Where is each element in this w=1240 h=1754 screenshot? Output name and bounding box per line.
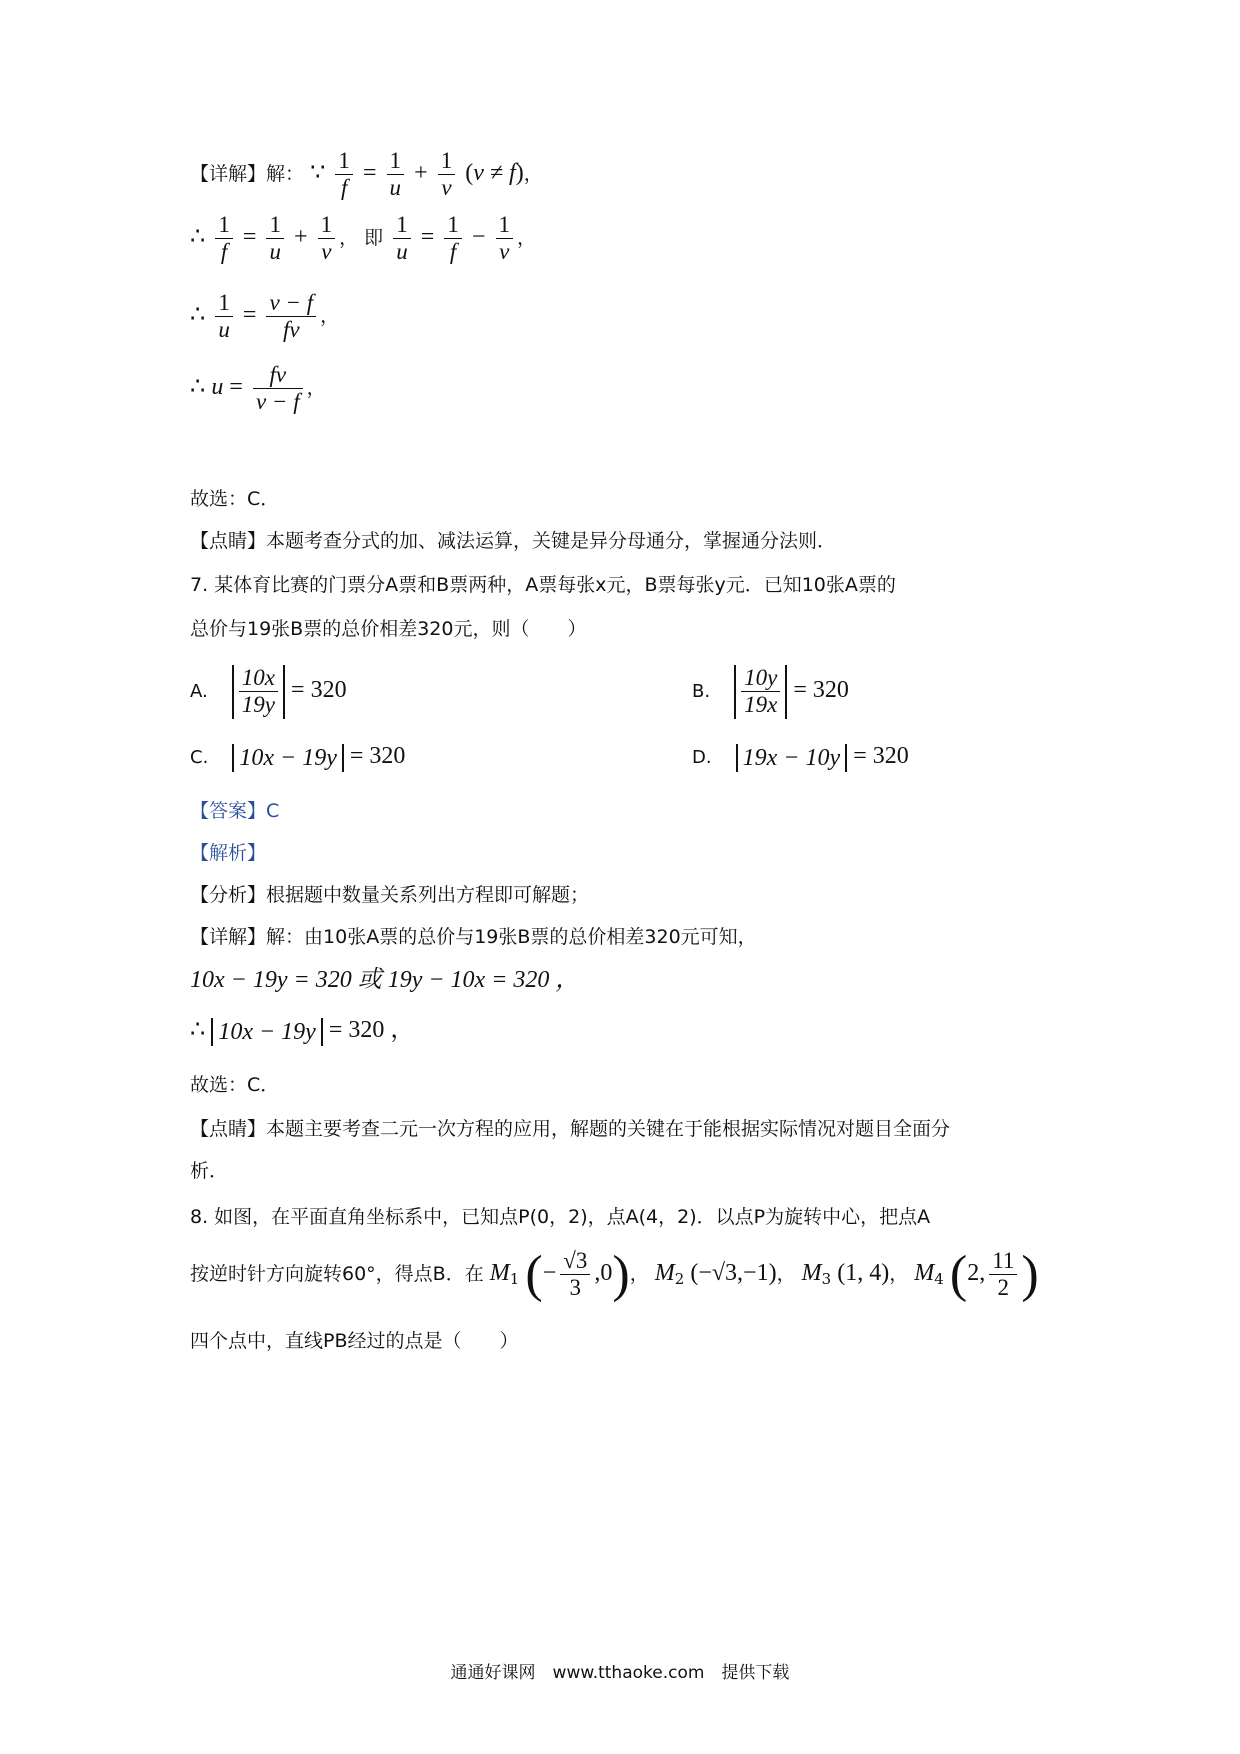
q7-equation-line: 10x − 19y = 320 或 19y − 10x = 320 ， — [190, 967, 580, 993]
fraction: $\frac{1}{f}$ — [444, 212, 462, 266]
fraction: $\frac{1}{f}$ — [335, 148, 353, 202]
fraction: $\frac{√3}{3}$ — [560, 1248, 590, 1302]
s6-therefore-line-3: ∴ u = $\frac{fv}{v - f}$ ， — [190, 362, 326, 415]
fraction: $\frac{v - f}{fv}$ — [266, 290, 316, 344]
q7-option-a[interactable]: A. $\frac{10x}{19y}$ = 320 — [190, 665, 347, 718]
fraction: $\frac{1}{v}$ — [438, 148, 456, 202]
q7-option-d[interactable]: D. 19x − 10y = 320 — [692, 743, 909, 771]
answer-value: C — [266, 800, 280, 822]
fraction: $\frac{1}{u}$ — [387, 148, 405, 202]
abs-value: 10x − 19y — [232, 744, 344, 773]
fraction: $\frac{1}{v}$ — [318, 212, 336, 266]
abs-value: $\frac{10y}{19x}$ — [734, 665, 787, 719]
comment-tag: 【点睛】 — [190, 530, 267, 552]
abs-value: 19x − 10y — [736, 744, 848, 773]
q7-answer — [190, 800, 279, 823]
q7-comment: 【点睛】本题主要考查二元一次方程的应用，解题的关键在于能根据实际情况对题目全面分 — [190, 1118, 951, 1140]
fraction: $\frac{1}{f}$ — [215, 212, 233, 266]
q7-comment-cont: 析． — [190, 1160, 229, 1182]
q7-abs-line: ∴ 10x − 19y = 320 ， — [190, 1017, 415, 1045]
s6-comment: 【点睛】本题考查分式的加、减法运算，关键是异分母通分，掌握通分法则． — [190, 530, 837, 552]
detail-tag: 【详解】 — [190, 162, 267, 185]
point-m3: (1, 4) — [837, 1259, 890, 1286]
s6-detail-line: 【详解】解： ∵ $\frac{1}{f}$ = $\frac{1}{u}$ + $\frac{1}{v}$ (v ≠ f)， — [190, 148, 543, 201]
s6-therefore-line-2: ∴ $\frac{1}{u}$ = $\frac{v - f}{fv}$ ， — [190, 290, 340, 343]
q8-stem-line-2: 按逆时针方向旋转60°，得点B．在 $M_1$ (− $\frac{√3}{3}$ ,0)， $M_2$ (−√3,−1)， $M_3$ (1, 4)， $M_4$ (2, $\frac{11}{2}$ ) — [190, 1245, 1039, 1303]
q7-analysis-tag: 【解析】 — [190, 842, 267, 864]
q7-stem-line-1: 7. 某体育比赛的门票分A票和B票两种，A票每张x元，B票每张y元．已知10张A票的 — [190, 574, 896, 596]
s6-choose: 故选：C． — [190, 488, 280, 510]
q7-detail: 【详解】解：由10张A票的总价与19张B票的总价相差320元可知， — [190, 926, 757, 948]
q7-choose: 故选：C． — [190, 1074, 280, 1096]
fraction: $\frac{1}{v}$ — [496, 212, 514, 266]
page-footer: 通通好课网 www.tthaoke.com 提供下载 — [450, 1663, 790, 1683]
fraction: $\frac{1}{u}$ — [393, 212, 411, 266]
q7-option-b[interactable]: B. $\frac{10y}{19x}$ = 320 — [692, 665, 849, 718]
abs-value: 10x − 19y — [211, 1018, 323, 1047]
abs-value: $\frac{10x}{19y}$ — [232, 665, 285, 719]
fraction: $\frac{1}{u}$ — [215, 290, 233, 344]
fraction: $\frac{11}{2}$ — [989, 1248, 1017, 1302]
fraction: $\frac{1}{u}$ — [266, 212, 284, 266]
point-m2: (−√3,−1) — [690, 1259, 777, 1286]
comment-tag: 【点睛】 — [190, 1118, 267, 1140]
q8-stem-line-3: 四个点中，直线PB经过的点是（ ） — [190, 1330, 519, 1352]
q7-option-c[interactable]: C. 10x − 19y = 320 — [190, 743, 406, 771]
answer-tag: 【答案】 — [190, 800, 267, 822]
condition: v ≠ f — [473, 159, 516, 186]
q7-stem-line-2: 总价与19张B票的总价相差320元，则（ ） — [190, 618, 587, 640]
fraction: $\frac{fv}{v - f}$ — [253, 362, 303, 416]
q7-fenxi: 【分析】根据题中数量关系列出方程即可解题； — [190, 884, 590, 906]
s6-therefore-line-1: ∴ $\frac{1}{f}$ = $\frac{1}{u}$ + $\frac{1}{v}$ ， 即 $\frac{1}{u}$ = $\frac{1}{f}$ − $\frac{1}{v}$ ， — [190, 212, 537, 265]
q8-stem-line-1: 8. 如图，在平面直角坐标系中，已知点P(0，2)，点A(4，2)．以点P为旋转中心，把点A — [190, 1206, 931, 1228]
